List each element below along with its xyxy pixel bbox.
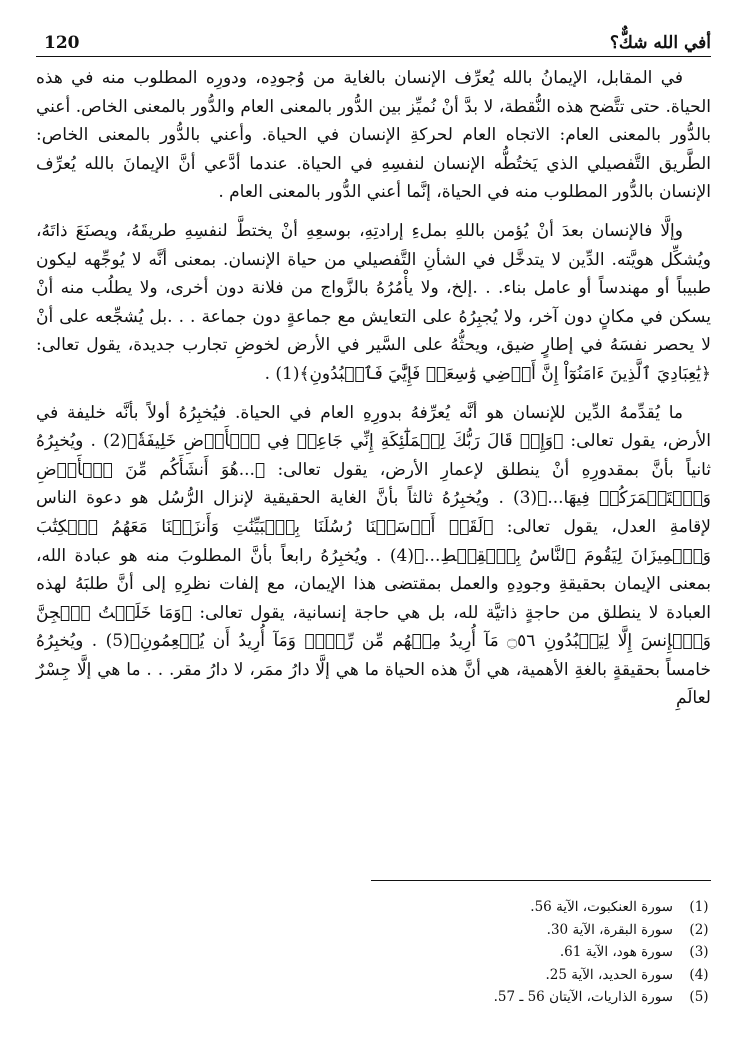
footnote-text: سورة هود، الآية 61. xyxy=(559,944,673,960)
footnote-number: (1) xyxy=(689,899,709,915)
paragraph: ما يُقدِّمهُ الدِّين للإنسان هو أنَّه يُعرِّفهُ بدورِهِ العام في الحياة. فيُخبِرُهُ أولاً بأنَّه خليفة في الأرض، يقول تعالى: ﴿وَإِذۡ قَالَ رَبُّكَ لِلۡمَلَٰٓئِكَةِ إِنِّي جَاعِلٞ فِي ٱلۡأَرۡضِ خَلِيفَةٗ﴾(2) . ويُخبِرُهُ ثانياً بأنَّ بمقدورِهِ أنْ ينطلق لإعمارِ الأرض، يقول تعالى: ﴿...هُوَ أَنشَأَكُم مِّنَ ٱلۡأَرۡضِ وَٱسۡتَعۡمَرَكُمۡ فِيهَا...﴾(3) . ويُخبِرُهُ ثالثاً بأنَّ الغاية الحقيقية لإنزال الرُّسُل هو دعوة الناس لإقامةِ العدل، يقول تعالى: ﴿لَقَدۡ أَرۡسَلۡنَا رُسُلَنَا بِٱلۡبَيِّنَٰتِ وَأَنزَلۡنَا مَعَهُمُ ٱلۡكِتَٰبَ وَٱلۡمِيزَانَ لِيَقُومَ ٱلنَّاسُ بِٱلۡقِسۡطِ...﴾(4) . ويُخبِرُهُ رابعاً بأنَّ المطلوبَ منه هو عبادة الله، بمعنى الإيمان بحقيقةِ وجودِهِ والعمل بمقتضى هذا الإيمان، مع إلفات نظرِهِ إلى أنَّ طلبَهُ لهذه العبادة لا ينطلق من حاجةٍ ذاتيَّة لله، بل هي حاجة إنسانية، يقول تعالى: ﴿وَمَا خَلَقۡتُ ٱلۡجِنَّ وَٱلۡإِنسَ إِلَّا لِيَعۡبُدُونِ ۝٥٦ مَآ أُرِيدُ مِنۡهُم مِّن رِّزۡقٖ وَمَآ أُرِيدُ أَن يُطۡعِمُونِ﴾(5) . ويُخبِرُهُ خامساً بحقيقةٍ بالغةِ الأهمية، هي أنَّ هذه الحياة ما هي إلَّا دارُ ممَر، لا دارُ مقر. . . ما هي إلَّا جِسْرٌ لعالَمِ xyxy=(36,402,711,709)
main-text xyxy=(36,64,711,713)
footnote-divider xyxy=(371,880,711,881)
page-number: 120 xyxy=(44,33,80,53)
footnote-item xyxy=(311,941,711,964)
page-header xyxy=(36,24,711,57)
footnote-item xyxy=(311,964,711,987)
footnote-text: سورة الذاريات، الآيتان 56 ـ 57. xyxy=(493,989,673,1005)
footnotes-list xyxy=(311,896,711,1009)
footnote-item xyxy=(311,919,711,942)
footnote-number: (5) xyxy=(689,989,709,1005)
footnote-number: (3) xyxy=(689,944,709,960)
footnote-item xyxy=(311,986,711,1009)
footnote-text: سورة البقرة، الآية 30. xyxy=(546,921,673,938)
footnote-text: سورة العنكبوت، الآية 56. xyxy=(530,899,673,915)
paragraph: وإلَّا فالإنسان بعدَ أنْ يُؤمن باللهِ بملءِ إرادتِهِ، بوسعِهِ أنْ يختطَّ لنفسِهِ طريقَهُ، ويصنَعَ ذاتَهُ، ويُشكِّل هويَّته. الدِّين لا يتدخَّل في الشأنِ التَّفصيلي من حياة الإنسان. بمعنى أنَّه لا يُوجِّهه ليكون طبيباً أو مهندساً أو عامل بناء. . .إلخ، ولا يأْمُرُهُ بالزَّواج من فلانة دون أخرى، ولا يطلُب منه أنْ يسكن في مكانٍ دون آخر، ولا يُجبِرُهُ على التعايش مع جماعةٍ دون جماعة . . .بل يُشجِّعه على أنْ لا يحصر نفسَهُ في إطارٍ ضيق، ويحثُّهُ على السَّير في الأرض لخوضِ تجارب جديدة، يقول تعالى: ﴿يَٰعِبَادِيَ ٱلَّذِينَ ءَامَنُوٓاْ إِنَّ أَرۡضِي وَٰسِعَةٞ فَإِيَّٰيَ فَٱعۡبُدُونِ﴾(1) . xyxy=(36,220,711,384)
footnote-item xyxy=(311,896,711,919)
running-title: أفي الله شكٌّ؟ xyxy=(609,33,711,53)
paragraph: في المقابل، الإيمانُ بالله يُعرِّف الإنسان بالغاية من وُجودِه، ودورِه المطلوب منه في هذه الحياة. حتى تتَّضح هذه النُّقطة، لا بدَّ أنْ نُميِّز بين الدُّور بالمعنى العام والدُّور بالمعنى الخاص. أعني بالدُّور بالمعنى العام: الاتجاه العام لحركةِ الإنسان في الحياة. وأعني بالدُّور بالمعنى الخاص: الطَّريق التَّفصيلي الذي يَختُطُّه الإنسان لنفسِهِ في الحياة. عندما أدَّعي أنَّ الإيمانَ بالله يُعرِّف الإنسان بالدُّور المطلوب منه في الحياة، إنَّما أعني الدُّور بالمعنى العام . xyxy=(36,68,711,203)
footnote-text: سورة الحديد، الآية 25. xyxy=(545,966,673,983)
footnote-number: (4) xyxy=(689,966,709,983)
footnote-number: (2) xyxy=(689,921,709,938)
